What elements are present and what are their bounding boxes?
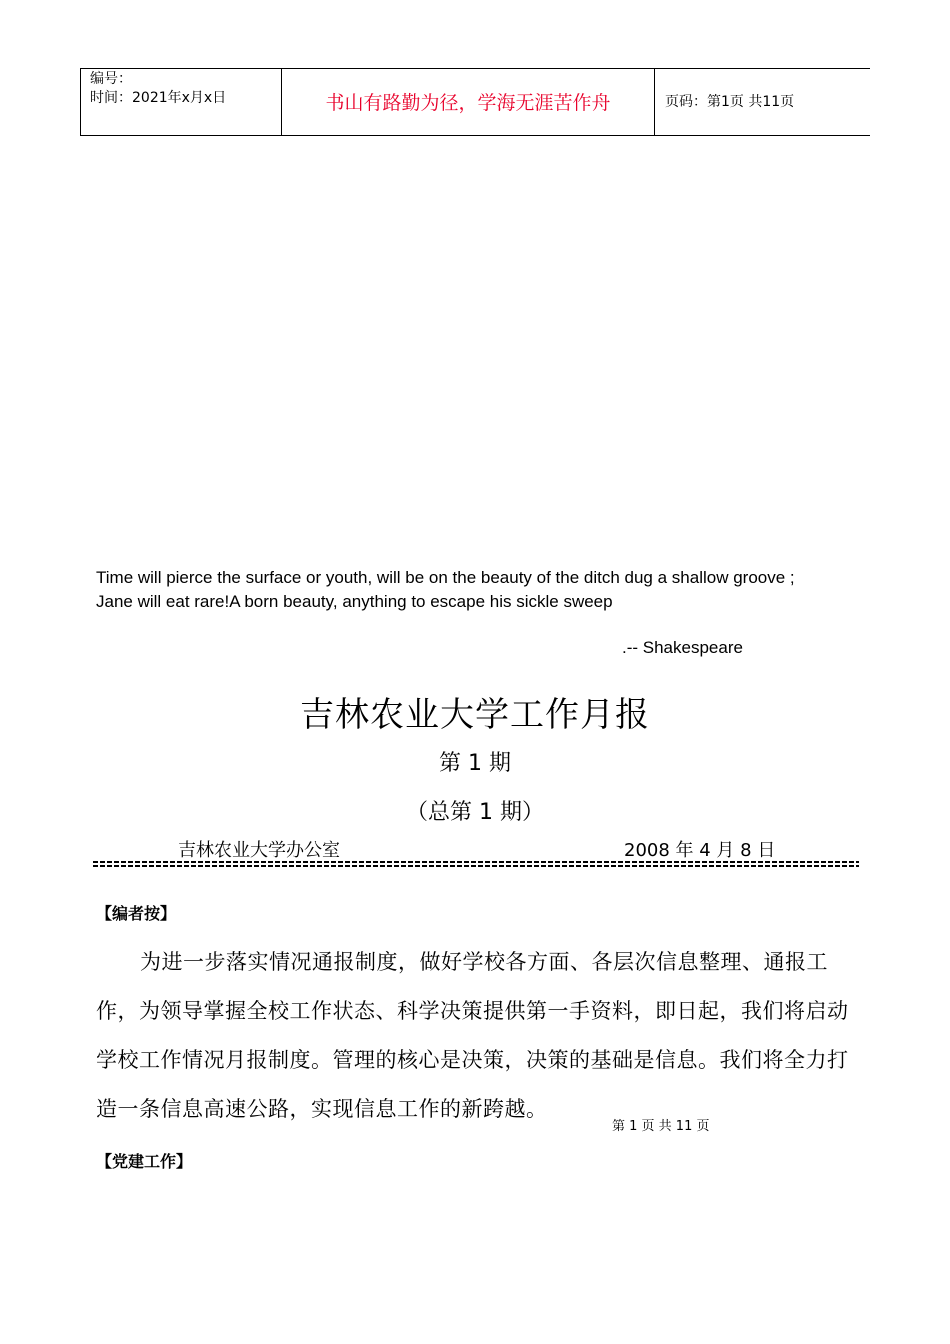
report-date: 2008 年 4 月 8 日	[624, 840, 776, 861]
time-label: 时间：2021年x月x日	[90, 90, 227, 106]
page-info-text: 页码：第1页 共11页	[665, 94, 795, 110]
editor-note-paragraph: 为进一步落实情况通报制度，做好学校各方面、各层次信息整理、通报工作，为领导掌握全校工作状态、科学决策提供第一手资料，即日起，我们将启动学校工作情况月报制度。管理的核心是决策，决策的基础是信息。我们将全力打造一条信息高速公路，实现信息工作的新跨越。	[96, 950, 849, 1121]
issue-number: 第 1 期	[439, 751, 511, 776]
number-label: 编号：	[90, 71, 132, 87]
party-work-heading: 【党建工作】	[96, 1152, 193, 1171]
motto-text: 书山有路勤为径，学海无涯苦作舟	[325, 91, 611, 114]
editor-note-heading: 【编者按】	[96, 904, 177, 923]
header-divider	[93, 860, 859, 868]
footer-page-number: 第 1 页 共 11 页	[612, 1119, 710, 1134]
quote-author: .-- Shakespeare	[622, 638, 743, 657]
report-title: 吉林农业大学工作月报	[300, 695, 650, 735]
header-table	[80, 68, 870, 136]
header-meta-cell	[81, 69, 282, 135]
office-name: 吉林农业大学办公室	[178, 840, 340, 861]
page-info-cell	[655, 69, 870, 135]
motto-cell	[282, 69, 655, 135]
quote-text: Time will pierce the surface or youth, will be on the beauty of the ditch dug a shallow groove ; Jane will eat rare!A born beauty, anything to escape his sickle sweep	[96, 568, 795, 611]
issue-total: （总第 1 期）	[406, 800, 544, 825]
